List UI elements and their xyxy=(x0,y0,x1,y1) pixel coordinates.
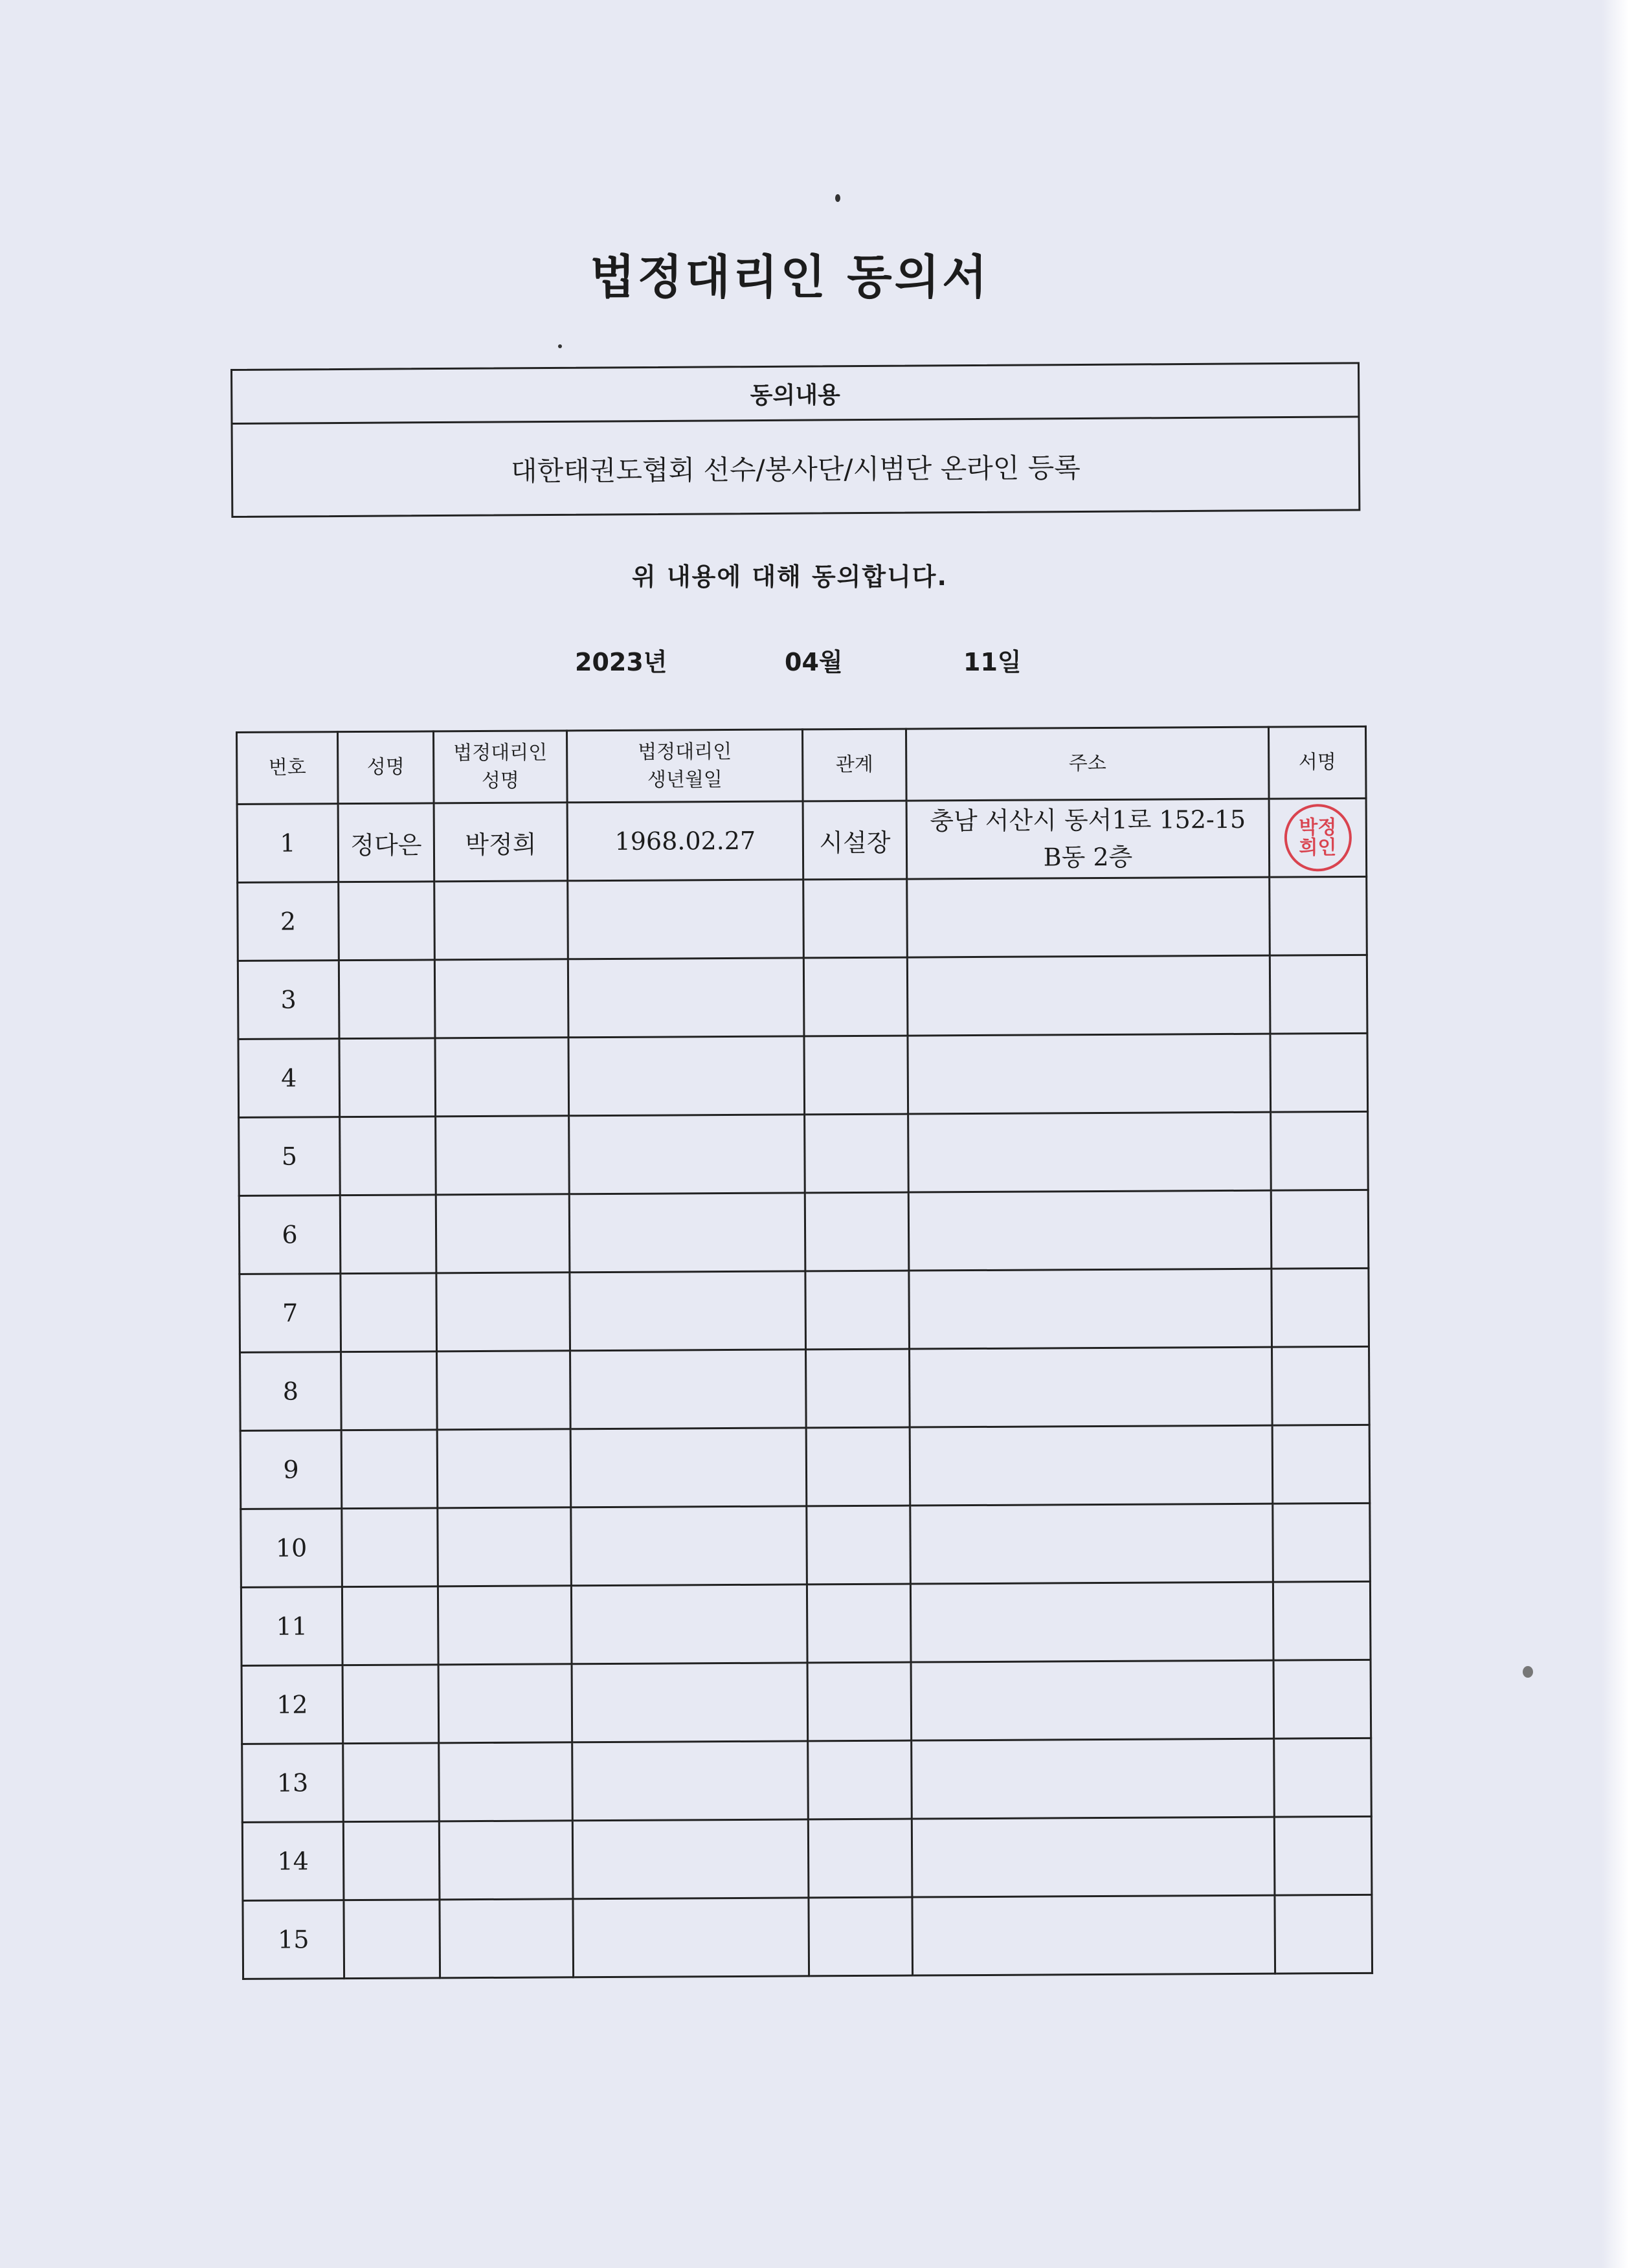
cell-relation xyxy=(809,1897,913,1976)
cell-guardian-name xyxy=(438,1507,572,1586)
table-row xyxy=(241,1503,1371,1587)
table-row xyxy=(243,1895,1372,1979)
cell-number: 9 xyxy=(240,1430,342,1509)
cell-guardian-birthdate xyxy=(570,1271,806,1351)
cell-guardian-birthdate xyxy=(569,1115,805,1194)
cell-signature xyxy=(1275,1895,1372,1973)
cell-guardian-name xyxy=(436,1273,570,1351)
header-guardian-birthdate: 법정대리인 생년월일 xyxy=(567,729,803,803)
table-row xyxy=(240,1268,1369,1352)
cell-guardian-name xyxy=(439,1821,573,1900)
cell-address xyxy=(910,1582,1273,1662)
cell-address xyxy=(907,955,1270,1036)
cell-guardian-name xyxy=(437,1429,571,1508)
cell-address xyxy=(909,1269,1272,1349)
cell-guardian-birthdate xyxy=(570,1428,807,1507)
cell-relation xyxy=(804,1036,908,1115)
table-body xyxy=(237,798,1372,1979)
cell-guardian-birthdate xyxy=(572,1741,809,1821)
cell-signature xyxy=(1272,1346,1370,1425)
header-name: 성명 xyxy=(338,731,434,804)
cell-guardian-name xyxy=(438,1586,572,1665)
date-month: 04월 xyxy=(785,648,843,676)
cell-address: 충남 서산시 동서1로 152-15 B동 2층 xyxy=(906,799,1270,879)
cell-address xyxy=(910,1347,1273,1427)
cell-address xyxy=(908,1190,1272,1271)
cell-relation xyxy=(806,1427,910,1506)
cell-guardian-birthdate xyxy=(571,1506,807,1586)
cell-relation xyxy=(807,1506,911,1584)
table-row xyxy=(239,1111,1369,1195)
cell-number: 15 xyxy=(243,1900,344,1979)
registration-table-wrapper xyxy=(236,726,1373,1980)
cell-number: 6 xyxy=(239,1195,341,1274)
table-row xyxy=(238,876,1367,961)
cell-signature xyxy=(1272,1425,1370,1504)
cell-signature xyxy=(1269,798,1367,877)
cell-signature xyxy=(1274,1816,1372,1895)
cell-name xyxy=(341,1273,437,1352)
paper-edge xyxy=(1602,0,1647,2268)
cell-address xyxy=(908,1112,1272,1192)
cell-number: 7 xyxy=(240,1274,341,1353)
cell-name xyxy=(342,1586,438,1665)
table-row xyxy=(242,1738,1372,1822)
cell-relation xyxy=(803,957,908,1036)
cell-guardian-birthdate xyxy=(572,1819,809,1899)
cell-address xyxy=(907,877,1270,957)
cell-signature xyxy=(1271,1190,1369,1269)
table-row xyxy=(241,1581,1371,1665)
scan-speck xyxy=(1523,1666,1533,1678)
header-number: 번호 xyxy=(237,732,339,805)
cell-guardian-birthdate xyxy=(569,1193,805,1273)
cell-address xyxy=(912,1817,1275,1897)
header-relation: 관계 xyxy=(802,729,906,801)
cell-signature xyxy=(1270,1033,1368,1112)
cell-guardian-name xyxy=(435,1038,569,1117)
table-row xyxy=(237,798,1367,882)
cell-relation xyxy=(807,1584,911,1663)
cell-signature xyxy=(1273,1581,1371,1660)
cell-signature xyxy=(1273,1503,1371,1582)
cell-signature xyxy=(1273,1660,1371,1739)
cell-name xyxy=(342,1508,438,1587)
cell-guardian-name xyxy=(436,1194,570,1273)
table-row xyxy=(238,1033,1368,1117)
cell-guardian-name xyxy=(436,1116,570,1195)
cell-guardian-birthdate xyxy=(570,1350,807,1429)
cell-address xyxy=(912,1895,1275,1975)
cell-name xyxy=(340,1195,436,1274)
cell-address xyxy=(912,1739,1275,1819)
document-title: 법정대리인 동의서 xyxy=(590,250,990,304)
cell-relation xyxy=(807,1662,912,1741)
cell-number: 14 xyxy=(242,1822,344,1901)
cell-guardian-birthdate xyxy=(568,1036,805,1116)
cell-signature xyxy=(1271,1111,1369,1190)
cell-relation xyxy=(805,1114,909,1193)
cell-relation xyxy=(803,879,908,958)
cell-name xyxy=(343,1743,440,1822)
cell-guardian-birthdate xyxy=(571,1584,807,1664)
cell-number: 4 xyxy=(238,1039,340,1118)
cell-name xyxy=(344,1900,440,1979)
cell-signature xyxy=(1270,876,1367,955)
table-row xyxy=(238,955,1367,1039)
cell-number: 3 xyxy=(238,961,339,1040)
cell-number: 1 xyxy=(237,804,339,883)
cell-guardian-name xyxy=(438,1664,572,1743)
table-row xyxy=(241,1660,1371,1744)
cell-relation: 시설장 xyxy=(803,801,907,880)
cell-name xyxy=(339,882,435,961)
cell-address xyxy=(910,1425,1273,1506)
cell-relation xyxy=(805,1271,910,1350)
cell-signature xyxy=(1274,1738,1372,1817)
consent-body: 대한태권도협회 선수/봉사단/시범단 온라인 등록 xyxy=(510,451,1081,487)
cell-guardian-name xyxy=(439,1742,573,1821)
cell-relation xyxy=(805,1192,909,1271)
cell-guardian-birthdate xyxy=(572,1663,808,1742)
header-address: 주소 xyxy=(906,727,1269,801)
cell-address xyxy=(908,1034,1271,1114)
cell-guardian-birthdate xyxy=(568,958,804,1038)
cell-number: 13 xyxy=(242,1744,344,1823)
cell-name xyxy=(343,1821,440,1900)
cell-number: 2 xyxy=(238,882,339,961)
cell-name xyxy=(341,1430,438,1509)
scan-speck xyxy=(835,194,840,202)
agreement-statement: 위 내용에 대해 동의합니다. xyxy=(632,562,948,591)
cell-number: 11 xyxy=(241,1587,342,1666)
cell-guardian-birthdate xyxy=(568,880,804,959)
cell-guardian-name xyxy=(434,881,568,960)
cell-address xyxy=(911,1660,1274,1740)
date-year: 2023년 xyxy=(575,648,667,676)
table-row xyxy=(240,1425,1370,1509)
consent-box xyxy=(230,362,1360,518)
cell-name xyxy=(341,1351,438,1430)
cell-name xyxy=(340,1117,436,1195)
table-row xyxy=(240,1346,1370,1430)
cell-guardian-name xyxy=(434,959,568,1038)
table-header-row xyxy=(237,726,1367,804)
cell-name: 정다은 xyxy=(338,803,434,882)
signature-seal: 박정희인 xyxy=(1284,804,1352,872)
table-row xyxy=(242,1816,1372,1900)
cell-signature xyxy=(1272,1268,1369,1347)
cell-guardian-name xyxy=(437,1351,571,1430)
cell-signature xyxy=(1270,955,1367,1034)
table-row xyxy=(239,1190,1369,1274)
cell-number: 12 xyxy=(241,1665,343,1744)
cell-number: 10 xyxy=(241,1509,342,1588)
cell-relation xyxy=(808,1740,912,1819)
header-guardian-name: 법정대리인 성명 xyxy=(434,731,568,803)
cell-relation xyxy=(808,1819,912,1898)
cell-guardian-birthdate: 1968.02.27 xyxy=(567,801,803,881)
scan-speck xyxy=(558,344,562,348)
guardian-consent-table xyxy=(236,726,1373,1980)
cell-number: 8 xyxy=(240,1352,342,1431)
cell-name xyxy=(339,960,435,1039)
cell-guardian-name xyxy=(440,1899,574,1978)
cell-relation xyxy=(806,1349,910,1428)
cell-address xyxy=(910,1504,1273,1584)
cell-number: 5 xyxy=(239,1117,341,1196)
cell-name xyxy=(342,1665,439,1744)
consent-header: 동의내용 xyxy=(232,364,1358,425)
cell-guardian-birthdate xyxy=(573,1898,809,1977)
cell-name xyxy=(339,1038,436,1117)
date-day: 11일 xyxy=(963,648,1022,676)
cell-guardian-name: 박정희 xyxy=(434,803,568,882)
header-signature: 서명 xyxy=(1268,726,1366,799)
